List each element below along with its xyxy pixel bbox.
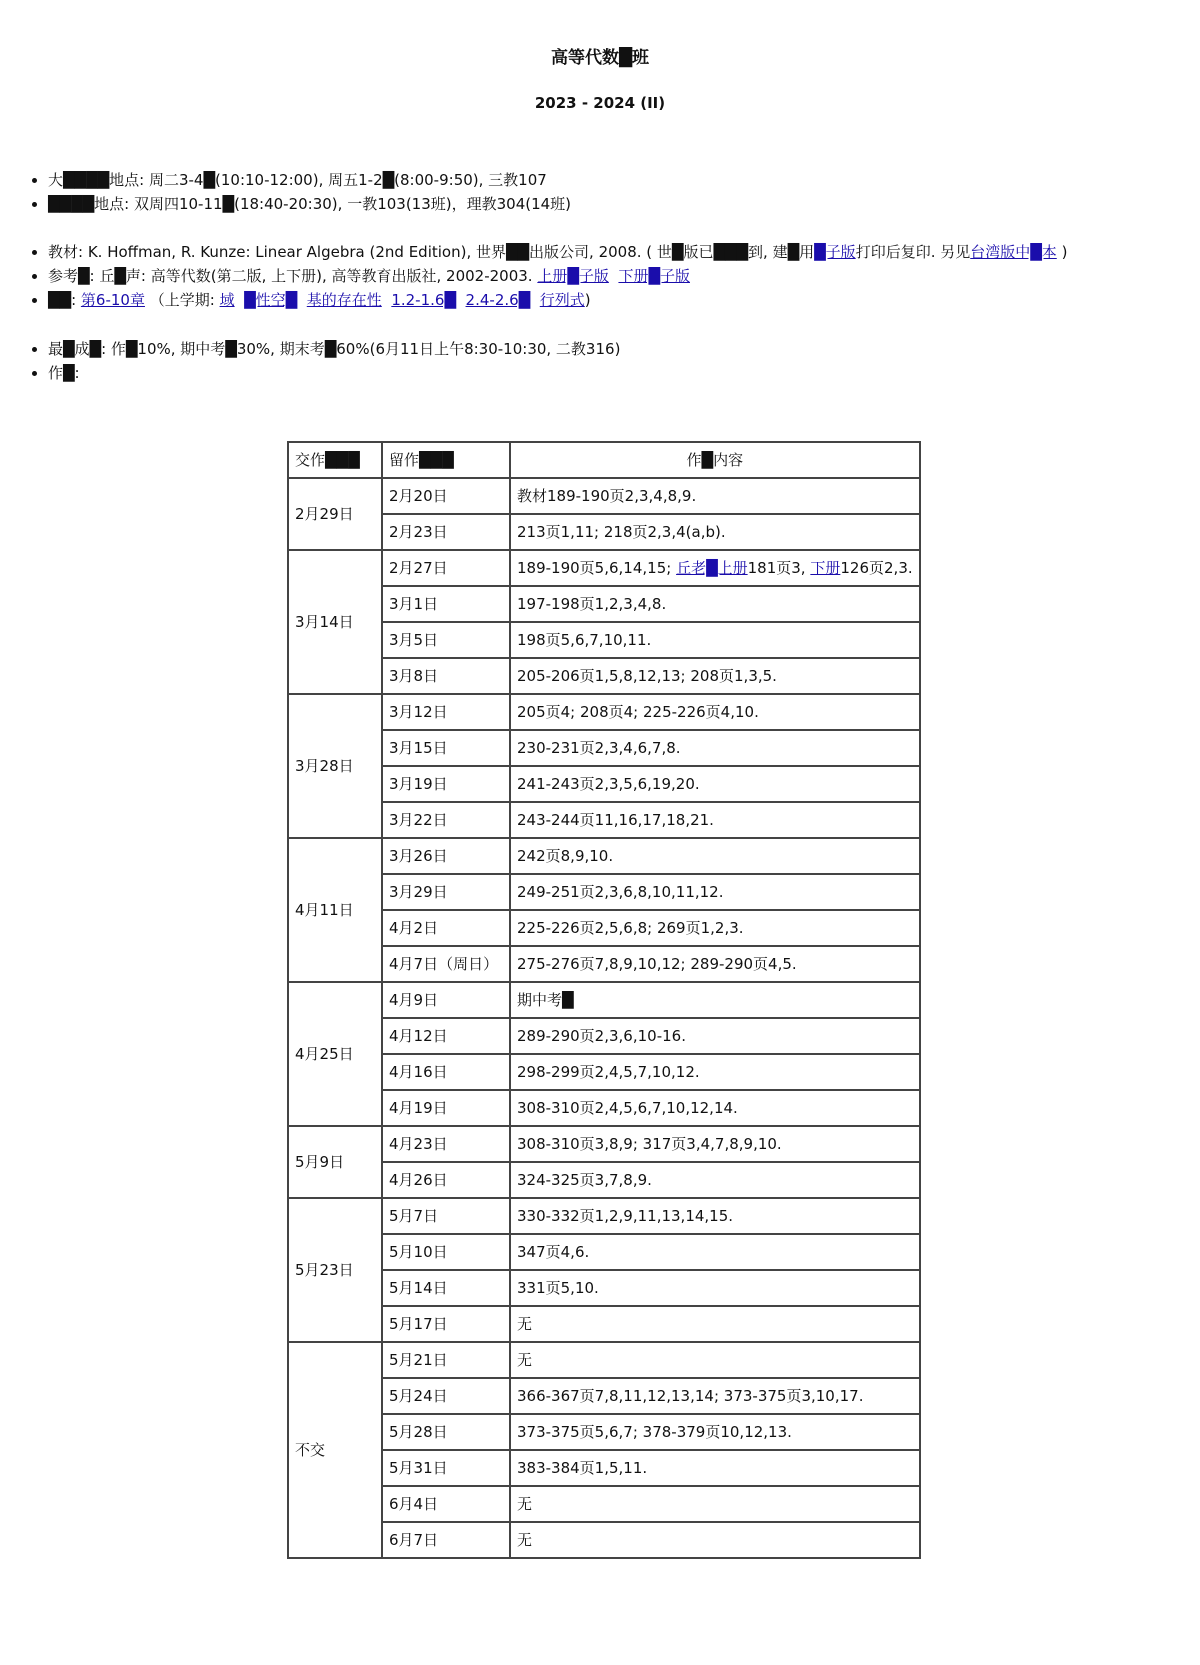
syllabus-link-1-2-1-6[interactable]: 1.2-1.6█ xyxy=(391,291,456,309)
content-cell: 331页5,10. xyxy=(510,1270,920,1306)
textbook-taiwan-link[interactable]: 台湾版中█本 xyxy=(970,243,1057,261)
content-cell: 242页8,9,10. xyxy=(510,838,920,874)
syllabus-link-2-4-2-6[interactable]: 2.4-2.6█ xyxy=(465,291,531,309)
table-row xyxy=(288,514,920,550)
assigned-date-cell: 3月1日 xyxy=(382,586,510,622)
content-cell: 无 xyxy=(510,1522,920,1558)
due-date-cell: 5月9日 xyxy=(288,1126,382,1198)
tutorial-time-item: • ████地点: 双周四10-11█(18:40-20:30), 一教103(13班)，理教304(14班) xyxy=(48,192,571,216)
reference-text: 参考█: 丘█声: 高等代数(第二版, 上下册), 高等教育出版社, 2002-2003. xyxy=(48,267,533,285)
table-row xyxy=(288,1054,920,1090)
content-cell: 无 xyxy=(510,1306,920,1342)
assigned-date-cell: 3月19日 xyxy=(382,766,510,802)
due-date-cell: 3月14日 xyxy=(288,550,382,694)
schedule-list xyxy=(26,168,571,216)
assigned-date-cell: 3月15日 xyxy=(382,730,510,766)
grading-list xyxy=(26,337,620,385)
content-cell: 275-276页7,8,9,10,12; 289-290页4,5. xyxy=(510,946,920,982)
content-cell: 教材189-190页2,3,4,8,9. xyxy=(510,478,920,514)
content-cell: 330-332页1,2,9,11,13,14,15. xyxy=(510,1198,920,1234)
assigned-date-cell: 4月23日 xyxy=(382,1126,510,1162)
table-row xyxy=(288,1342,920,1378)
assigned-date-cell: 4月12日 xyxy=(382,1018,510,1054)
syllabus-link-basis-existence[interactable]: 基的存在性 xyxy=(306,291,382,309)
homework-label-item: • 作█: xyxy=(48,361,620,385)
syllabus-label: ██: xyxy=(48,291,77,309)
assigned-date-cell: 5月31日 xyxy=(382,1450,510,1486)
content-cell: 308-310页3,8,9; 317页3,4,7,8,9,10. xyxy=(510,1126,920,1162)
content-text-middle: 181页3, xyxy=(747,559,806,577)
due-date-cell: 不交 xyxy=(288,1342,382,1558)
syllabus-link-determinant[interactable]: 行列式 xyxy=(539,291,585,309)
due-date-cell: 3月28日 xyxy=(288,694,382,838)
assigned-date-cell: 4月26日 xyxy=(382,1162,510,1198)
reference-vol1-link[interactable]: 上册█子版 xyxy=(537,267,609,285)
assigned-date-cell: 2月23日 xyxy=(382,514,510,550)
reference-vol2-link[interactable]: 下册█子版 xyxy=(618,267,690,285)
table-row xyxy=(288,874,920,910)
assigned-date-cell: 4月16日 xyxy=(382,1054,510,1090)
content-cell: 期中考█ xyxy=(510,982,920,1018)
syllabus-item xyxy=(48,288,1067,312)
table-row xyxy=(288,1486,920,1522)
content-cell: 241-243页2,3,5,6,19,20. xyxy=(510,766,920,802)
table-row xyxy=(288,1450,920,1486)
content-cell: 无 xyxy=(510,1342,920,1378)
content-cell: 225-226页2,5,6,8; 269页1,2,3. xyxy=(510,910,920,946)
content-cell: 243-244页11,16,17,18,21. xyxy=(510,802,920,838)
table-row xyxy=(288,766,920,802)
table-row xyxy=(288,982,920,1018)
table-row xyxy=(288,1234,920,1270)
table-row xyxy=(288,802,920,838)
assigned-date-cell: 3月29日 xyxy=(382,874,510,910)
table-row xyxy=(288,1522,920,1558)
homework-table-body xyxy=(288,478,920,1558)
materials-list xyxy=(26,240,1067,312)
lecture-time-item: • 大████地点: 周二3-4█(10:10-12:00), 周五1-2█(8:00-9:50), 三教107 xyxy=(48,168,571,192)
assigned-date-cell: 5月10日 xyxy=(382,1234,510,1270)
textbook-item xyxy=(48,240,1067,264)
content-cell: 373-375页5,6,7; 378-379页10,12,13. xyxy=(510,1414,920,1450)
table-row xyxy=(288,586,920,622)
content-cell: 205-206页1,5,8,12,13; 208页1,3,5. xyxy=(510,658,920,694)
table-row xyxy=(288,1126,920,1162)
assigned-date-cell: 5月21日 xyxy=(382,1342,510,1378)
assigned-date-cell: 3月12日 xyxy=(382,694,510,730)
assigned-date-cell: 6月7日 xyxy=(382,1522,510,1558)
table-row xyxy=(288,1018,920,1054)
textbook-text-suffix: ) xyxy=(1061,243,1068,261)
assigned-date-cell: 4月9日 xyxy=(382,982,510,1018)
table-row xyxy=(288,1270,920,1306)
grading-item: • 最█成█: 作█10%, 期中考█30%, 期末考█60%(6月11日上午8:30-10:30, 二教316) xyxy=(48,337,620,361)
assigned-date-cell: 3月26日 xyxy=(382,838,510,874)
textbook-text: 教材: K. Hoffman, R. Kunze: Linear Algebra (2nd Edition), 世界██出版公司, 2008. ( 世█版已███到, 建█用 xyxy=(48,243,815,261)
content-cell: 347页4,6. xyxy=(510,1234,920,1270)
table-row xyxy=(288,478,920,514)
assigned-date-cell: 4月7日（周日） xyxy=(382,946,510,982)
assigned-date-cell: 3月8日 xyxy=(382,658,510,694)
textbook-text-middle: 打印后复印. 另见 xyxy=(855,243,971,261)
textbook-ebook-link[interactable]: █子版 xyxy=(814,243,856,261)
table-row xyxy=(288,1378,920,1414)
table-row xyxy=(288,910,920,946)
content-cell: 230-231页2,3,4,6,7,8. xyxy=(510,730,920,766)
table-row xyxy=(288,658,920,694)
content-cell: 无 xyxy=(510,1486,920,1522)
content-cell: 383-384页1,5,11. xyxy=(510,1450,920,1486)
syllabus-chapters-link[interactable]: 第6-10章 xyxy=(80,291,145,309)
due-date-cell: 2月29日 xyxy=(288,478,382,550)
assigned-date-cell: 5月14日 xyxy=(382,1270,510,1306)
page-title: 高等代数█班 xyxy=(550,48,650,68)
assigned-date-cell: 5月7日 xyxy=(382,1198,510,1234)
assigned-date-cell: 2月20日 xyxy=(382,478,510,514)
due-date-cell: 4月25日 xyxy=(288,982,382,1126)
table-row xyxy=(288,1090,920,1126)
content-cell xyxy=(510,550,920,586)
assigned-date-cell: 4月19日 xyxy=(382,1090,510,1126)
table-row xyxy=(288,1414,920,1450)
homework-table xyxy=(287,441,921,1559)
content-cell: 324-325页3,7,8,9. xyxy=(510,1162,920,1198)
assigned-date-cell: 5月28日 xyxy=(382,1414,510,1450)
assigned-date-cell: 2月27日 xyxy=(382,550,510,586)
syllabus-link-vector-space[interactable]: █性空█ xyxy=(244,291,298,309)
syllabus-paren-close: ) xyxy=(584,291,591,309)
syllabus-paren-open: （上学期: xyxy=(149,291,215,309)
assigned-date-cell: 5月17日 xyxy=(382,1306,510,1342)
content-cell: 213页1,11; 218页2,3,4(a,b). xyxy=(510,514,920,550)
content-cell: 198页5,6,7,10,11. xyxy=(510,622,920,658)
content-text: 189-190页5,6,14,15; xyxy=(517,559,672,577)
assigned-date-cell: 6月4日 xyxy=(382,1486,510,1522)
qiu-vol2-link[interactable]: 下册 xyxy=(810,559,841,577)
table-row xyxy=(288,1198,920,1234)
content-cell: 205页4; 208页4; 225-226页4,10. xyxy=(510,694,920,730)
header-due-date: 交作███ xyxy=(288,442,382,478)
due-date-cell: 4月11日 xyxy=(288,838,382,982)
table-row xyxy=(288,1306,920,1342)
qiu-vol1-link[interactable]: 丘老█上册 xyxy=(676,559,748,577)
table-row xyxy=(288,730,920,766)
content-cell: 366-367页7,8,11,12,13,14; 373-375页3,10,17. xyxy=(510,1378,920,1414)
assigned-date-cell: 4月2日 xyxy=(382,910,510,946)
content-cell: 308-310页2,4,5,6,7,10,12,14. xyxy=(510,1090,920,1126)
assigned-date-cell: 3月5日 xyxy=(382,622,510,658)
content-cell: 298-299页2,4,5,7,10,12. xyxy=(510,1054,920,1090)
content-text-tail: 126页2,3. xyxy=(840,559,913,577)
header-content: 作█内容 xyxy=(510,442,920,478)
table-row xyxy=(288,838,920,874)
content-cell: 249-251页2,3,6,8,10,11,12. xyxy=(510,874,920,910)
assigned-date-cell: 3月22日 xyxy=(382,802,510,838)
due-date-cell: 5月23日 xyxy=(288,1198,382,1342)
table-row xyxy=(288,694,920,730)
table-row xyxy=(288,550,920,586)
table-row xyxy=(288,1162,920,1198)
table-header-row xyxy=(288,442,920,478)
content-cell: 197-198页1,2,3,4,8. xyxy=(510,586,920,622)
reference-item xyxy=(48,264,1067,288)
table-row xyxy=(288,622,920,658)
term-subtitle: 2023 - 2024 (II) xyxy=(534,94,666,112)
syllabus-link-field[interactable]: 域 xyxy=(219,291,235,309)
table-row xyxy=(288,946,920,982)
content-cell: 289-290页2,3,6,10-16. xyxy=(510,1018,920,1054)
header-assigned-date: 留作███ xyxy=(382,442,510,478)
assigned-date-cell: 5月24日 xyxy=(382,1378,510,1414)
